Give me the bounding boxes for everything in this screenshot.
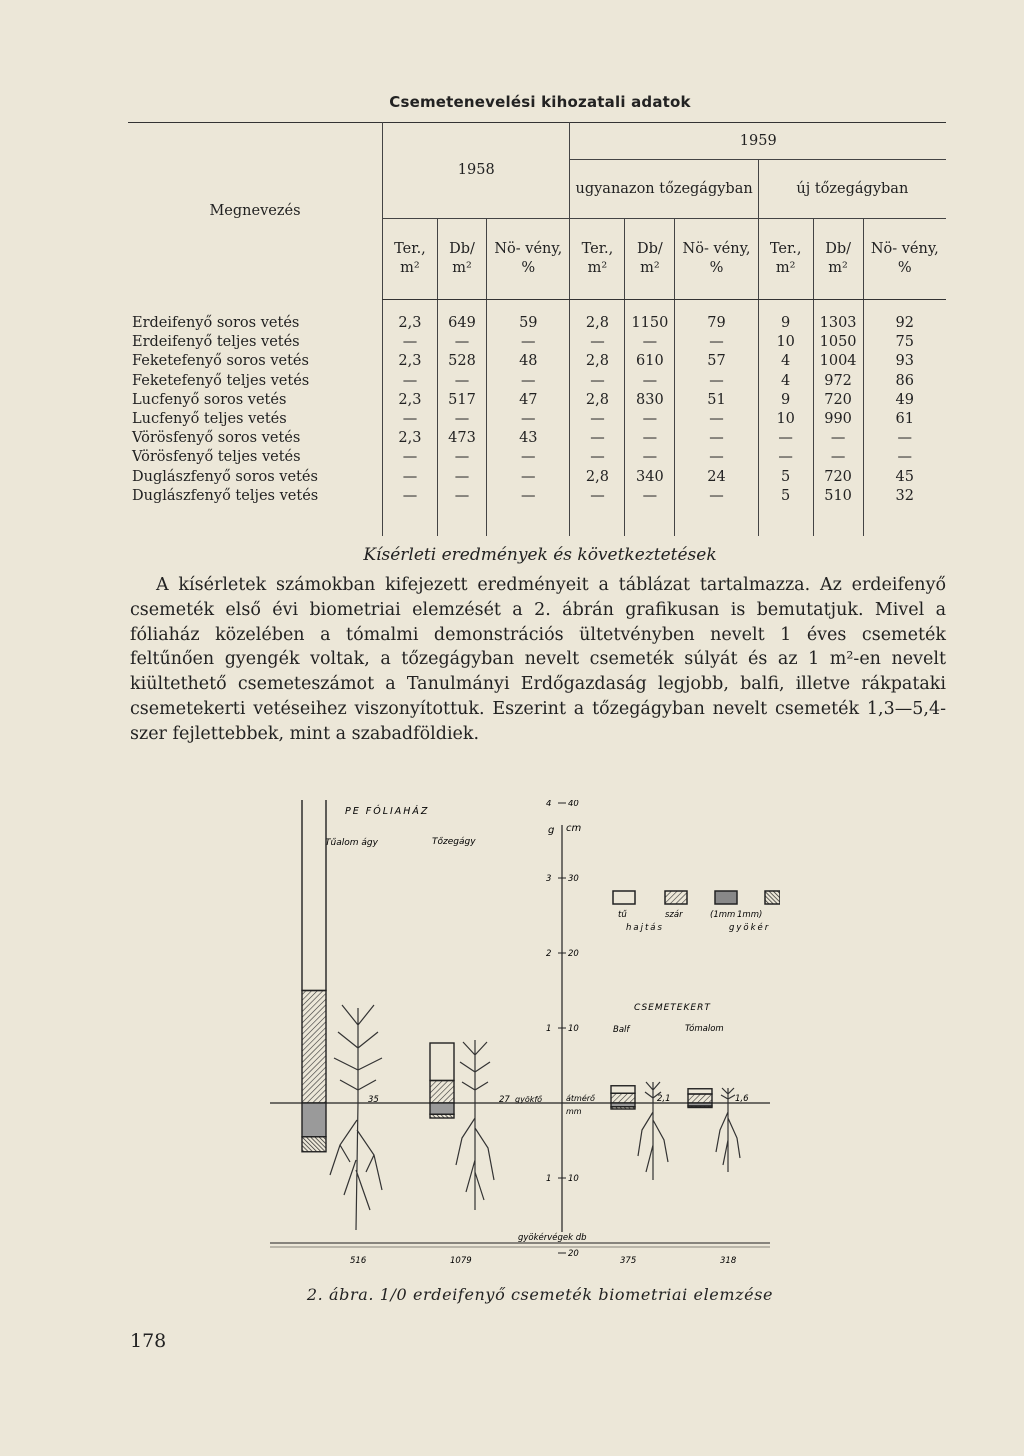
header-db: Db/ m² bbox=[437, 219, 486, 300]
table-row bbox=[128, 372, 946, 391]
row-cell: 2,8 bbox=[570, 300, 625, 334]
bar-szar bbox=[611, 1093, 635, 1103]
legend-gyoker: gyökér bbox=[729, 923, 771, 933]
row-cell: — bbox=[625, 448, 675, 467]
row-cell: 473 bbox=[437, 429, 486, 448]
row-cell: — bbox=[570, 429, 625, 448]
figure-label-tomalom: Tómalom bbox=[685, 1024, 724, 1034]
bar-gyoker bbox=[302, 1103, 326, 1137]
row-cell: 972 bbox=[813, 372, 863, 391]
bar-gyoker bbox=[430, 1103, 454, 1114]
header-megnevezes: Megnevezés bbox=[209, 202, 301, 219]
axis-tick-label-g: 1 bbox=[546, 1174, 552, 1184]
row-cell: — bbox=[758, 448, 813, 467]
row-cell: — bbox=[383, 468, 438, 487]
axis-tick-label-g: 2 bbox=[546, 949, 552, 959]
row-cell: 24 bbox=[675, 468, 758, 487]
table-row bbox=[128, 468, 946, 487]
root-diam-2: 27 bbox=[499, 1095, 510, 1105]
row-cell: — bbox=[625, 333, 675, 352]
row-cell: 48 bbox=[487, 352, 570, 371]
root-tips-label: gyökérvégek db bbox=[518, 1233, 587, 1243]
row-cell: — bbox=[383, 372, 438, 391]
row-cell: 32 bbox=[863, 487, 946, 536]
root-tips-1: 516 bbox=[350, 1256, 367, 1266]
table-row bbox=[128, 352, 946, 371]
figure-label-pe: PE FÓLIAHÁZ bbox=[345, 806, 430, 817]
row-cell: 510 bbox=[813, 487, 863, 536]
table-row bbox=[128, 429, 946, 448]
figure-label-csemetekert: CSEMETEKERT bbox=[634, 1003, 711, 1013]
header-ter: Ter., m² bbox=[383, 219, 438, 300]
row-cell: 51 bbox=[675, 391, 758, 410]
row-cell: 79 bbox=[675, 300, 758, 334]
row-cell: 2,8 bbox=[570, 352, 625, 371]
row-cell: — bbox=[758, 429, 813, 448]
header-db: Db/ m² bbox=[813, 219, 863, 300]
axis-tick-label-g: 3 bbox=[546, 874, 552, 884]
row-cell: 2,8 bbox=[570, 391, 625, 410]
row-cell: 9 bbox=[758, 300, 813, 334]
bar-tu bbox=[302, 800, 326, 991]
axis-tick-label-cm: 40 bbox=[568, 800, 579, 809]
label-atmero: átmérő bbox=[566, 1094, 595, 1103]
header-ter: Ter., m² bbox=[570, 219, 625, 300]
axis-label-cm: cm bbox=[566, 823, 582, 834]
figure-caption: 2. ábra. 1/0 erdeifenyő csemeték biometriai elemzése bbox=[306, 1285, 774, 1304]
row-cell: — bbox=[675, 410, 758, 429]
row-cell: — bbox=[487, 468, 570, 487]
legend-1mm-b: 1mm) bbox=[737, 910, 763, 920]
row-cell: — bbox=[813, 448, 863, 467]
row-name: Lucfenyő teljes vetés bbox=[132, 411, 287, 428]
row-cell: — bbox=[570, 333, 625, 352]
table-row bbox=[128, 487, 946, 536]
body-text bbox=[130, 573, 946, 747]
row-cell: 1150 bbox=[625, 300, 675, 334]
row-cell: — bbox=[675, 372, 758, 391]
bar-szar bbox=[302, 991, 326, 1104]
legend-tu-swatch bbox=[613, 891, 635, 904]
row-cell: 10 bbox=[758, 410, 813, 429]
axis-tick-label-g: 4 bbox=[546, 800, 552, 809]
row-cell: 86 bbox=[863, 372, 946, 391]
row-cell: — bbox=[675, 333, 758, 352]
row-cell: 4 bbox=[758, 352, 813, 371]
row-cell: — bbox=[383, 448, 438, 467]
row-cell: 10 bbox=[758, 333, 813, 352]
row-cell: 5 bbox=[758, 468, 813, 487]
row-cell: — bbox=[570, 448, 625, 467]
yield-table bbox=[128, 122, 946, 536]
page-number: 178 bbox=[130, 1330, 167, 1352]
row-cell: — bbox=[383, 487, 438, 536]
row-cell: 2,3 bbox=[383, 391, 438, 410]
axis-tick-label-cm: 10 bbox=[568, 1024, 579, 1034]
row-cell: 9 bbox=[758, 391, 813, 410]
bar-szar bbox=[688, 1094, 712, 1103]
row-cell: 720 bbox=[813, 391, 863, 410]
row-cell: — bbox=[675, 448, 758, 467]
row-name: Feketefenyő soros vetés bbox=[132, 353, 309, 370]
bar-gyoker-1mm bbox=[302, 1137, 326, 1152]
figure-label-balf: Balf bbox=[613, 1025, 630, 1035]
row-cell: — bbox=[625, 410, 675, 429]
row-cell: 2,3 bbox=[383, 429, 438, 448]
row-cell: — bbox=[813, 429, 863, 448]
bar-group bbox=[611, 1086, 635, 1109]
row-name: Erdeifenyő soros vetés bbox=[132, 314, 300, 331]
row-cell: 93 bbox=[863, 352, 946, 371]
section-heading: Kísérleti eredmények és következtetések bbox=[363, 545, 717, 565]
root-diam-3: 2,1 bbox=[657, 1094, 671, 1104]
row-cell: — bbox=[487, 410, 570, 429]
table-row bbox=[128, 300, 946, 334]
row-cell: — bbox=[383, 333, 438, 352]
axis-label-g: g bbox=[548, 825, 555, 836]
table-row bbox=[128, 333, 946, 352]
row-cell: 990 bbox=[813, 410, 863, 429]
root-diam-1: 35 bbox=[368, 1095, 379, 1105]
bar-group bbox=[302, 800, 326, 1152]
header-noveny: Nö- vény, % bbox=[487, 219, 570, 300]
row-cell: 92 bbox=[863, 300, 946, 334]
legend-szar-swatch bbox=[665, 891, 687, 904]
row-cell: — bbox=[437, 487, 486, 536]
row-cell: — bbox=[863, 448, 946, 467]
bar-tu bbox=[430, 1043, 454, 1081]
header-1959: 1959 bbox=[570, 123, 946, 160]
row-name: Vörösfenyő soros vetés bbox=[132, 430, 301, 447]
row-cell: 4 bbox=[758, 372, 813, 391]
seedling-drawing-2 bbox=[456, 1040, 494, 1210]
row-cell: 2,3 bbox=[383, 300, 438, 334]
row-cell: 75 bbox=[863, 333, 946, 352]
row-cell: — bbox=[437, 372, 486, 391]
row-cell: 830 bbox=[625, 391, 675, 410]
row-cell: 528 bbox=[437, 352, 486, 371]
row-cell: — bbox=[487, 333, 570, 352]
bar-gyoker-1mm bbox=[611, 1107, 635, 1109]
row-cell: — bbox=[625, 372, 675, 391]
row-cell: 649 bbox=[437, 300, 486, 334]
row-cell: — bbox=[570, 410, 625, 429]
row-name: Feketefenyő teljes vetés bbox=[132, 372, 310, 389]
row-name: Duglászfenyő teljes vetés bbox=[132, 487, 319, 504]
row-name: Duglászfenyő soros vetés bbox=[132, 468, 318, 485]
row-cell: — bbox=[625, 429, 675, 448]
bar-group bbox=[430, 1043, 454, 1118]
row-cell: 43 bbox=[487, 429, 570, 448]
row-cell: 720 bbox=[813, 468, 863, 487]
row-cell: — bbox=[487, 487, 570, 536]
header-1958: 1958 bbox=[383, 123, 570, 219]
row-name: Erdeifenyő teljes vetés bbox=[132, 334, 300, 351]
row-cell: 610 bbox=[625, 352, 675, 371]
row-cell: — bbox=[487, 448, 570, 467]
row-cell: — bbox=[570, 487, 625, 536]
seedling-drawing-1 bbox=[330, 1005, 382, 1230]
row-cell: — bbox=[437, 410, 486, 429]
row-cell: — bbox=[570, 372, 625, 391]
header-ter: Ter., m² bbox=[758, 219, 813, 300]
legend-root1mm-swatch bbox=[765, 891, 780, 904]
row-cell: 517 bbox=[437, 391, 486, 410]
figure-axis bbox=[546, 800, 581, 1259]
row-cell: 45 bbox=[863, 468, 946, 487]
root-tips-2: 1079 bbox=[450, 1256, 472, 1266]
row-cell: 1004 bbox=[813, 352, 863, 371]
table-row bbox=[128, 391, 946, 410]
axis-tick-label-cm: 10 bbox=[568, 1174, 579, 1184]
header-db: Db/ m² bbox=[625, 219, 675, 300]
row-cell: 1303 bbox=[813, 300, 863, 334]
row-cell: 59 bbox=[487, 300, 570, 334]
row-cell: — bbox=[675, 429, 758, 448]
row-cell: 1050 bbox=[813, 333, 863, 352]
row-cell: — bbox=[863, 429, 946, 448]
legend-1mm-a: (1mm bbox=[710, 910, 736, 920]
row-cell: 2,3 bbox=[383, 352, 438, 371]
header-new-bed: új tőzegágyban bbox=[758, 160, 946, 219]
axis-tick-label-g: 1 bbox=[546, 1024, 552, 1034]
axis-tick-label-cm: 20 bbox=[568, 949, 579, 959]
row-cell: — bbox=[437, 448, 486, 467]
legend-hajtas: hajtás bbox=[626, 923, 664, 933]
table-row bbox=[128, 410, 946, 429]
header-noveny: Nö- vény, % bbox=[675, 219, 758, 300]
table-title: Csemetenevelési kihozatali adatok bbox=[389, 93, 691, 111]
axis-tick-label-cm: 20 bbox=[568, 1249, 579, 1259]
row-cell: 47 bbox=[487, 391, 570, 410]
row-cell: — bbox=[437, 468, 486, 487]
row-cell: — bbox=[625, 487, 675, 536]
bar-tu bbox=[688, 1089, 712, 1094]
bar-tu bbox=[611, 1086, 635, 1094]
row-cell: 2,8 bbox=[570, 468, 625, 487]
row-cell: — bbox=[437, 333, 486, 352]
header-same-bed: ugyanazon tőzegágyban bbox=[570, 160, 758, 219]
row-cell: 340 bbox=[625, 468, 675, 487]
figure-label-tuolom: Tűalom ágy bbox=[325, 838, 378, 848]
row-cell: 57 bbox=[675, 352, 758, 371]
row-cell: — bbox=[383, 410, 438, 429]
row-cell: 5 bbox=[758, 487, 813, 536]
table-row bbox=[128, 448, 946, 467]
legend-root-swatch bbox=[715, 891, 737, 904]
row-name: Vörösfenyő teljes vetés bbox=[132, 449, 301, 466]
root-diam-4: 1,6 bbox=[735, 1094, 749, 1104]
header-noveny: Nö- vény, % bbox=[863, 219, 946, 300]
row-cell: 49 bbox=[863, 391, 946, 410]
root-tips-3: 375 bbox=[620, 1256, 637, 1266]
axis-tick-label-cm: 30 bbox=[568, 874, 579, 884]
figure-legend bbox=[613, 891, 780, 933]
bar-gyoker-1mm bbox=[430, 1114, 454, 1118]
figure-label-tozeg: Tőzegágy bbox=[432, 837, 476, 847]
row-name: Lucfenyő soros vetés bbox=[132, 391, 287, 408]
bar-gyoker-1mm bbox=[688, 1106, 712, 1108]
bar-group bbox=[688, 1089, 712, 1108]
legend-tu: tű bbox=[618, 910, 627, 920]
root-tips-4: 318 bbox=[720, 1256, 737, 1266]
row-cell: — bbox=[675, 487, 758, 536]
legend-szar: szár bbox=[665, 910, 683, 920]
label-mm: mm bbox=[566, 1107, 582, 1116]
row-cell: — bbox=[487, 372, 570, 391]
bar-szar bbox=[430, 1081, 454, 1104]
body-paragraph: A kísérletek számokban kifejezett eredményeit a táblázat tartalmazza. Az erdeifenyő csemeték első évi biometriai elemzését a 2. ábrán grafikusan is bemutatjuk. Mivel a fóliaház közelében a tómalmi demonstrációs ültetvényben nevelt 1 éves csemeték feltűnően gyengék voltak, a tőzegágyban nevelt csemeték súlyát és az 1 m²-en nevelt kiültethető csemeteszámot a Tanulmányi Erdőgazdaság legjobb, balfi, illetve rákpataki csemetekerti vetéseihez viszonyítottuk. Eszerint a tőzegágyban nevelt csemeték 1,3—5,4-szer fejlettebbek, mint a szabadföldiek. bbox=[130, 575, 946, 744]
row-cell: 61 bbox=[863, 410, 946, 429]
label-gyokfo: gyökfő bbox=[515, 1095, 543, 1104]
biometric-figure bbox=[270, 800, 780, 1270]
